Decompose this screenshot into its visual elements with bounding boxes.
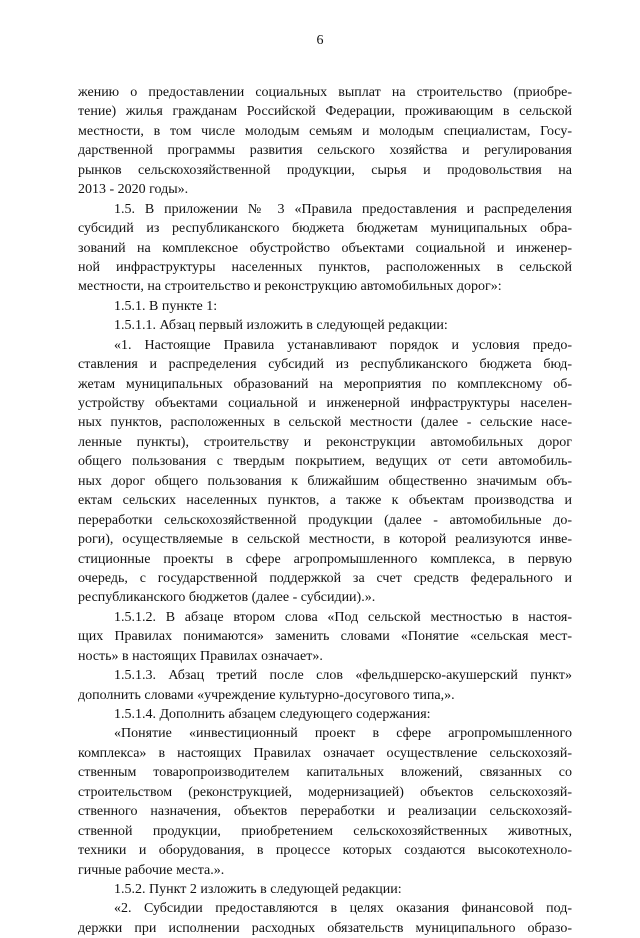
text-line: ных пунктов, расположенных в сельской местности (далее - сельские насе-: [78, 415, 572, 431]
text-line: ственного назначения, объектов переработки и реализации сельскохозяй-: [78, 804, 572, 820]
text-line: 1.5.1.4. Дополнить абзацем следующего содержания:: [114, 707, 431, 722]
text-line: ственной продукции, приобретением сельскохозяйственных животных,: [78, 823, 572, 839]
text-line: устройству объектами социальной и инженерной инфраструктуры населен-: [78, 396, 572, 411]
text-line: строительством (реконструкцией, модернизацией) объектов сельскохозяй-: [78, 784, 572, 800]
text-line: ленные пункты), строительству и реконструкции автомобильных дорог: [78, 434, 572, 450]
text-line: общего пользования с твердым покрытием, ведущих от сети автомобиль-: [78, 454, 572, 470]
text-line: республиканского бюджетов (далее - субсидии).».: [78, 590, 376, 606]
text-line: 1.5.2. Пункт 2 изложить в следующей редакции:: [114, 881, 402, 897]
text-line: жению о предоставлении социальных выплат на строительство (приобре-: [78, 85, 572, 100]
text-line: «1. Настоящие Правила устанавливают порядок и условия предо-: [114, 337, 572, 353]
text-line: ственным товаропроизводителем капитальных вложений, связанных со: [78, 765, 572, 781]
text-line: стиционные проекты в сфере агропромышленного комплекса, в первую: [78, 551, 572, 567]
text-line: субсидий из республиканского бюджета бюджетам муниципальных обра-: [78, 221, 572, 237]
text-line: техники и оборудования, в процессе которых создаются высокотехноло-: [78, 843, 572, 859]
text-line: ной инфраструктуры населенных пунктов, расположенных в сельской: [78, 259, 572, 275]
text-line: 1.5.1.2. В абзаце втором слова «Под сельской местностью в настоя-: [114, 609, 572, 625]
text-line: рынков сельскохозяйственной продукции, сырья и продовольствия на: [78, 162, 572, 178]
text-line: комплекса» в настоящих Правилах означает осуществление сельскохозяй-: [78, 745, 572, 761]
text-line: жетам муниципальных образований на мероприятия по комплексному об-: [78, 376, 572, 392]
text-line: ность» в настоящих Правилах означает».: [78, 648, 323, 664]
text-line: 1.5.1.1. Абзац первый изложить в следующей редакции:: [114, 318, 448, 334]
text-line: щих Правилах понимаются» заменить словами «Понятие «сельская мест-: [78, 629, 572, 645]
text-line: держки при исполнении расходных обязательств муниципального образо-: [78, 920, 572, 936]
text-line: «Понятие «инвестиционный проект в сфере агропромышленного: [114, 726, 572, 742]
text-line: тение) жилья гражданам Российской Федерации, проживающим в сельской: [78, 104, 572, 120]
text-line: зований на комплексное обустройство объектами социальной и инженер-: [78, 240, 572, 256]
text-line: ных дорог общего пользования к ближайшим общественно значимым объ-: [78, 473, 572, 489]
text-line: «2. Субсидии предоставляются в целях оказания финансовой под-: [114, 901, 572, 917]
text-line: очередь, с государственной поддержкой за счет средств федерального и: [78, 570, 572, 586]
text-line: роги), осуществляемые в сельской местности, в которой реализуются инве-: [78, 532, 572, 548]
text-line: ставления и распределения субсидий из республиканского бюджета бюд-: [78, 357, 572, 373]
text-line: гичные рабочие места.».: [78, 862, 225, 878]
text-line: дополнить словами «учреждение культурно-досугового типа,».: [78, 687, 455, 703]
page-number: 6: [316, 33, 324, 48]
text-line: местности, на строительство и реконструкцию автомобильных дорог»:: [78, 279, 502, 295]
text-line: ектам сельских населенных пунктов, а также к объектам производства и: [78, 493, 572, 509]
text-line: 1.5.1.3. Абзац третий после слов «фельдшерско-акушерский пункт»: [114, 668, 572, 684]
document-body: [78, 83, 572, 938]
text-line: 2013 - 2020 годы».: [78, 182, 189, 198]
text-line: дарственной программы развития сельского хозяйства и регулирования: [78, 143, 572, 159]
text-line: переработки сельскохозяйственной продукции (далее - автомобильные до-: [78, 512, 572, 528]
text-line: 1.5. В приложении № 3 «Правила предоставления и распределения: [114, 201, 572, 217]
text-line: местности, в том числе молодым семьям и молодым специалистам, Госу-: [78, 123, 572, 139]
text-line: 1.5.1. В пункте 1:: [114, 298, 218, 314]
